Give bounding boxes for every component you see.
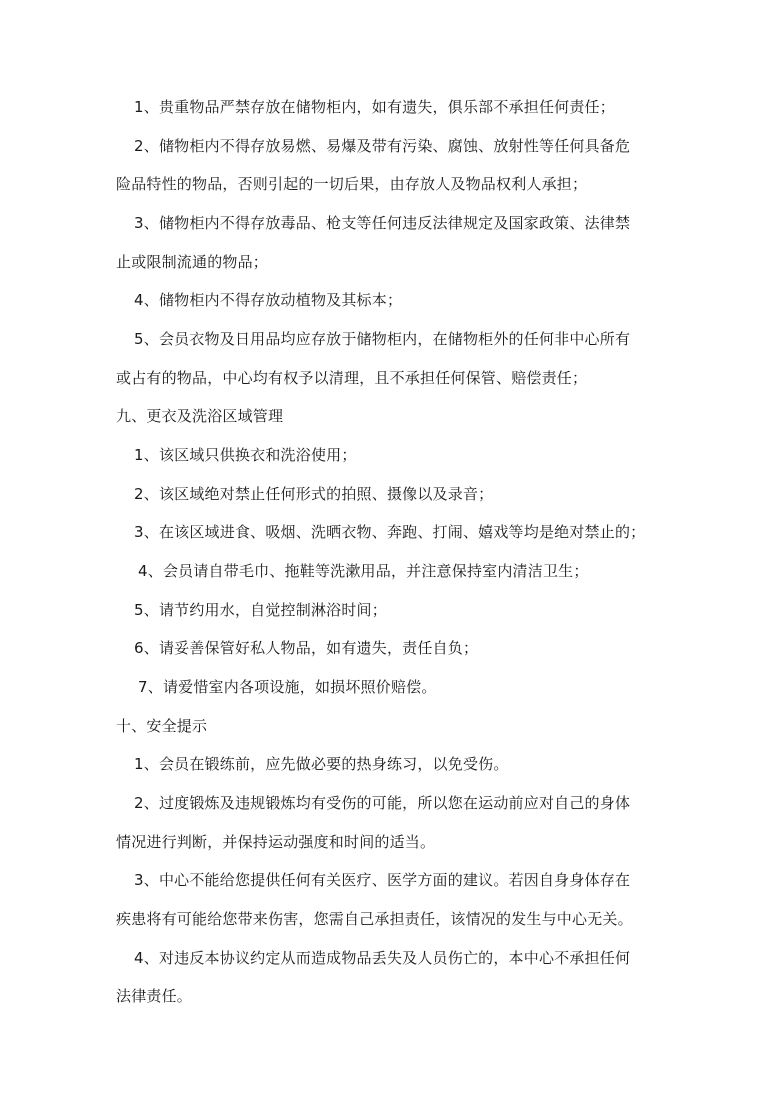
text-line: 情况进行判断，并保持运动强度和时间的适当。 [116,833,436,851]
text-line: 5、请节约用水，自觉控制淋浴时间； [134,601,387,619]
text-line: 或占有的物品，中心均有权予以清理，且不承担任何保管、赔偿责任； [116,369,588,387]
text-line: 6、请妥善保管好私人物品，如有遗失，责任自负； [134,639,479,657]
text-line: 2、储物柜内不得存放易燃、易爆及带有污染、腐蚀、放射性等任何具备危 [134,137,631,155]
section-heading: 十、安全提示 [116,717,208,735]
text-line: 1、贵重物品严禁存放在储物柜内，如有遗失，俱乐部不承担任何责任； [134,98,615,116]
text-line: 3、中心不能给您提供任何有关医疗、医学方面的建议。若因自身身体存在 [134,871,631,889]
text-line: 4、会员请自带毛巾、拖鞋等洗漱用品，并注意保持室内清洁卫生； [138,562,589,580]
text-line: 3、储物柜内不得存放毒品、枪支等任何违反法律规定及国家政策、法律禁 [134,214,631,232]
text-line: 4、对违反本协议约定从而造成物品丢失及人员伤亡的，本中心不承担任何 [134,949,631,967]
text-line: 2、过度锻炼及违规锻炼均有受伤的可能，所以您在运动前应对自己的身体 [134,794,631,812]
text-line: 1、该区域只供换衣和洗浴使用； [134,446,357,464]
text-line: 1、会员在锻练前，应先做必要的热身练习，以免受伤。 [134,755,509,773]
text-line: 7、请爱惜室内各项设施，如损坏照价赔偿。 [138,678,437,696]
text-line: 法律责任。 [116,987,193,1005]
text-line: 3、在该区域进食、吸烟、洗晒衣物、奔跑、打闹、嬉戏等均是绝对禁止的； [134,523,646,541]
text-line: 险品特性的物品，否则引起的一切后果，由存放人及物品权利人承担； [116,175,588,193]
text-line: 止或限制流通的物品； [116,253,269,271]
text-line: 疾患将有可能给您带来伤害，您需自己承担责任，该情况的发生与中心无关。 [116,910,633,928]
text-line: 4、储物柜内不得存放动植物及其标本； [134,291,403,309]
text-line: 5、会员衣物及日用品均应存放于储物柜内，在储物柜外的任何非中心所有 [134,330,631,348]
text-line: 2、该区域绝对禁止任何形式的拍照、摄像以及录音； [134,485,494,503]
section-heading: 九、更衣及洗浴区域管理 [116,407,284,425]
